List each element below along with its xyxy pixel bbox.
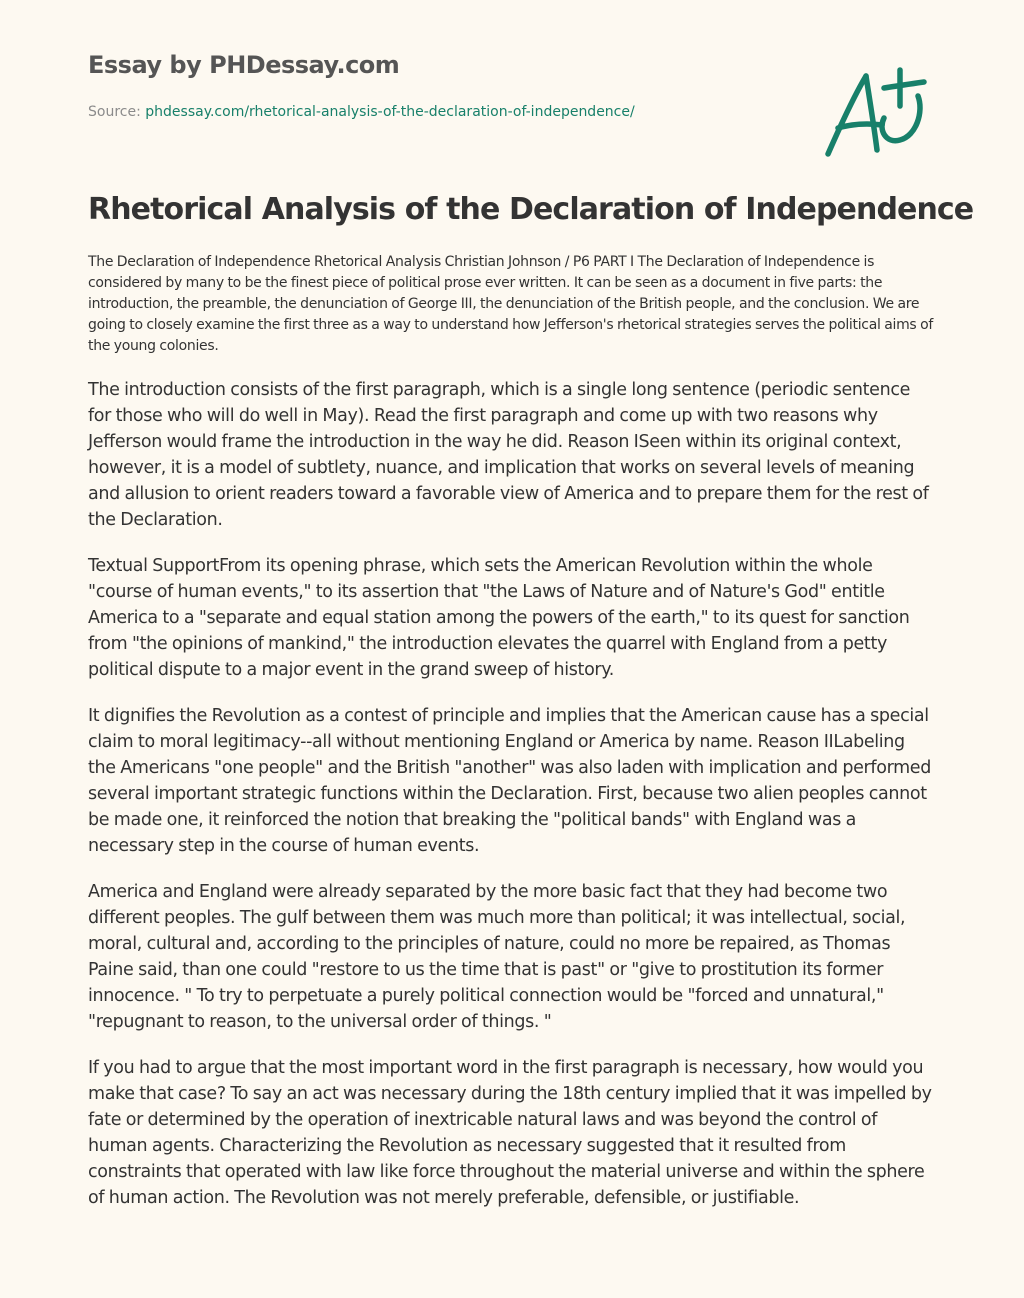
- source-line: [88, 102, 788, 122]
- essay-content: [88, 188, 974, 1211]
- brand-title: Essay by PHDessay.com: [88, 51, 400, 79]
- essay-title: Rhetorical Analysis of the Declaration of Independence: [88, 192, 974, 227]
- essay-paragraph: If you had to argue that the most important word in the first paragraph is necessary, how would you make that case? To say an act was necessary during the 18th century implied that it was impelled by fate or determined by the operation of inextricable natural laws and was beyond the control of human agents. Characterizing the Revolution as necessary suggested that it resulted from constraints that operated with law like force throughout the material universe and within the sphere of human action. The Revolution was not merely preferable, defensible, or justifiable.: [88, 1058, 932, 1208]
- essay-paragraph: It dignifies the Revolution as a contest of principle and implies that the American cause has a special claim to moral legitimacy--all without mentioning England or America by name. Reason IILabeling the Americans "one people" and the British "another" was also laden with implication and performed several important strategic functions within the Declaration. First, because two alien peoples cannot be made one, it reinforced the notion that breaking the "political bands" with England was a necessary step in the course of human events.: [88, 706, 931, 856]
- essay-paragraph: Textual SupportFrom its opening phrase, which sets the American Revolution within the whole "course of human events," to its assertion that "the Laws of Nature and of Nature's God" entitle America to a "separate and equal station among the powers of the earth," to its quest for sanction from "the opinions of mankind," the introduction elevates the quarrel with England from a petty political dispute to a major event in the grand sweep of history.: [88, 556, 910, 680]
- source-link[interactable]: phdessay.com/rhetorical-analysis-of-the-declaration-of-independence/: [145, 104, 635, 120]
- a-plus-logo-icon: [820, 60, 932, 164]
- source-label: Source:: [88, 104, 146, 120]
- essay-paragraph: The introduction consists of the first paragraph, which is a single long sentence (periodic sentence for those who will do well in May). Read the first paragraph and come up with two reasons why Jefferson would frame the introduction in the way he did. Reason ISeen within its original context, however, it is a model of subtlety, nuance, and implication that works on several levels of meaning and allusion to orient readers toward a favorable view of America and to prepare them for the rest of the Declaration.: [88, 380, 929, 530]
- essay-intro: The Declaration of Independence Rhetorical Analysis Christian Johnson / P6 PART I The Declaration of Independence is considered by many to be the finest piece of political prose ever written. It can be seen as a document in five parts: the introduction, the preamble, the denunciation of George III, the denunciation of the British people, and the conclusion. We are going to closely examine the first three as a way to understand how Jefferson's rhetorical strategies serves the political aims of the young colonies.: [88, 254, 933, 354]
- page-header: [88, 48, 788, 122]
- essay-paragraph: America and England were already separated by the more basic fact that they had become two different peoples. The gulf between them was much more than political; it was intellectual, social, moral, cultural and, according to the principles of nature, could no more be repaired, as Thomas Paine said, than one could "restore to us the time that is past" or "give to prostitution its former innocence. " To try to perpetuate a purely political connection would be "forced and unnatural," "repugnant to reason, to the universal order of things. ": [88, 882, 906, 1032]
